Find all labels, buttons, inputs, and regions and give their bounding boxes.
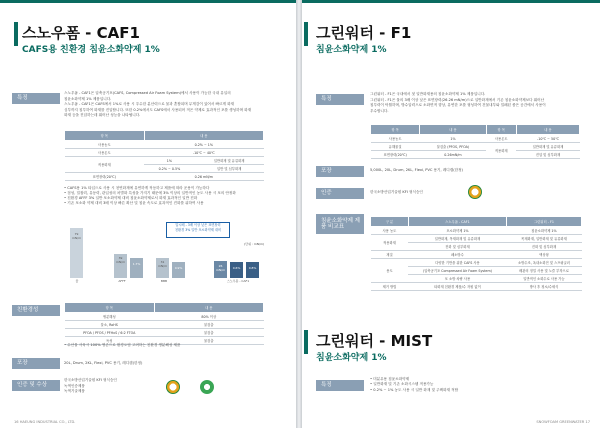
top-accent-bar [302, 0, 600, 3]
table-cell: 1% [420, 135, 486, 143]
section-label-package: 포장 [12, 358, 60, 369]
feature-notes [64, 186, 289, 206]
bar-label: 26 mN/m [215, 264, 226, 272]
table-cell: 1% [144, 157, 195, 165]
table-cell: 사용온도 [65, 149, 145, 157]
cert-line: 녹색인증제품 [64, 383, 85, 388]
table-row [65, 149, 264, 157]
eco-table [64, 302, 264, 345]
note-line: • CAFS용 1% 타입으로 사용 시 천연화재에 유연하게 작동하고 제품에 따라 운용이 가능하다 [64, 186, 210, 190]
section-label-eco: 친환경성 [12, 305, 60, 316]
table-cell: -10℃ ~ 50℃ [516, 135, 579, 143]
bar-label: 0.9% [174, 266, 183, 270]
table-cell: 0.26 mN/m [144, 173, 263, 181]
table-cell: 독성 [65, 337, 155, 345]
table-header: 스노우폼 - CAF1 [408, 217, 506, 227]
table-cell: 적용화재 [486, 143, 516, 159]
table-cell: 0.2% ~ 0.5% [144, 165, 195, 173]
table-cell: 유해물질 [371, 143, 420, 151]
table-cell: 표면장력(20℃) [371, 151, 420, 159]
section-label-feature: 특징 [12, 93, 60, 104]
table-cell: 불검출 [154, 329, 263, 337]
bar-caf1-2 [230, 262, 243, 278]
bar-caf1-3 [246, 262, 259, 278]
feature-line: 화재 등을 진압하는데 뛰어난 성능을 나타냅니다. [64, 113, 141, 118]
table-cell: 일반적인 소화수로 사용 가능 [506, 275, 581, 283]
table-cell: 물검출 [154, 337, 263, 345]
bar-label: 0.6% [232, 266, 241, 270]
title-accent [304, 330, 308, 354]
table-row [65, 141, 264, 149]
top-accent-bar [0, 0, 296, 3]
chart-unit: (단위 : mN/m) [244, 242, 265, 246]
table-cell: 폐소방수 [408, 251, 506, 259]
product-title: 스노우폼 - CAF1 [22, 24, 140, 42]
note-line: • 기존 포소화 약제 대비 3배 이상 빠른 확산 및 침윤 속도로 효과적인 진화를 위하여 사용 [64, 201, 204, 205]
bar-label: 0.8% [248, 266, 257, 270]
page-footer: SNOWFOAM GREENWATER 17 [536, 420, 590, 424]
table-cell: 액상형 [506, 251, 581, 259]
feature-line: 침투력이 탁월하며, 방수압력으로 소화면적 향상, 유연한 포를 형성하여 건물내부와 밀폐된 좁은 공간에서 사용이 [370, 103, 546, 108]
spec-table [370, 124, 580, 159]
table-cell: 생분해성 [65, 313, 155, 321]
table-cell: 불검출 (PFOS, PFOA) [420, 143, 486, 151]
table-cell: 방사 후 청소/수세식 [506, 283, 581, 291]
table-cell: 일반화재, 목재화재 및 유류화재 [408, 235, 506, 243]
table-row [371, 227, 582, 235]
spec-table [64, 130, 264, 181]
package-text: 20L, Drum, 2KL, Flexi, PVC 용기, 레디캡(한정) [64, 361, 143, 365]
left-page [0, 0, 296, 428]
kfi-logo-icon [468, 185, 482, 199]
table-header: 항 목 [371, 125, 420, 135]
table-cell: 진화 및 심부화재 [506, 243, 581, 251]
page-footer: 16 HAEUNG INDUSTRIAL CO., LTD. [14, 420, 76, 424]
note-line: • 점성, 밀집력, 유동력, 관입성의 차별화 특성을 가지기 때문에 3% 이상의 일반적인 농도 사용 시 포의 안정화 [64, 191, 236, 195]
bar-label: 1.7% [132, 262, 141, 266]
feature-line: • 미분무용 침윤소화약제 [370, 377, 410, 381]
table-cell: 일반 및 심부화재 [195, 165, 264, 173]
product-title: 그린워터 - F1 [316, 24, 412, 42]
table-row [371, 283, 582, 291]
table-cell: 침윤소화약제 1% [506, 227, 581, 235]
table-cell: 사용온도 [486, 135, 516, 143]
table-row [371, 151, 580, 159]
table-cell: PFOA / PFOS / PFHxS / 6:2 FTOA [65, 329, 155, 337]
table-cell: 표면장력(20℃) [65, 173, 145, 181]
package-text: 5,000L, 20L, Drum, 2KL, Flexi, PVC 용기, 레디캡(한정) [370, 168, 463, 172]
table-cell: 사용농도 [371, 135, 420, 143]
note-line: • 친환경 AFFF 3% 일반 포소화약제 대비 침윤소화약제로서 화재 효과적인 일반 진화 [64, 196, 198, 200]
table-cell: 제거 방법 [371, 283, 409, 291]
category-label: 물 [75, 279, 79, 283]
table-row [371, 135, 580, 143]
table-cell: 적용화재 [65, 157, 145, 173]
title-accent [14, 22, 18, 46]
bar-label: 31 mN/m [157, 260, 168, 268]
section-label-package: 포장 [316, 166, 364, 177]
table-cell: 포 소방 차량 사용 [408, 275, 506, 283]
eco-note: • 수산물 사육시 100% 생존으로 환경오염 고려하는 친환경 생분해성 제품 [64, 343, 181, 347]
cert-line: 녹색기술제품 [64, 389, 85, 394]
bar-bbb-2 [172, 262, 185, 278]
table-header: 내 용 [516, 125, 579, 135]
table-cell: 진화 및 심부화재 [408, 243, 506, 251]
feature-text [64, 91, 289, 119]
callout-line: 친환경 3% 일반 포소화약제 대비 [174, 227, 222, 232]
table-cell: 불검출 [154, 321, 263, 329]
feature-line: • 일반화재 및 기존 소화시스템 적용가능 [370, 382, 434, 387]
table-row [65, 157, 264, 165]
table-header: 항 목 [65, 131, 145, 141]
kfi-logo-icon [166, 380, 180, 394]
section-label-compare: 침윤소화약제 제품 비교표 [316, 214, 364, 234]
title-accent [304, 22, 308, 46]
bar-label: 39 mN/m [115, 256, 126, 264]
table-cell: (압축공기포 Compressed Air Foam System) [408, 267, 506, 275]
table-cell: 사용 농도 [371, 227, 409, 235]
table-cell: 일반화재 및 유류화재 [516, 143, 579, 151]
table-row [371, 143, 580, 151]
cert-text [64, 378, 117, 395]
table-cell: -10℃ ~ 40℃ [144, 149, 263, 157]
table-header: 그린워터 - F1 [506, 217, 581, 227]
table-row [65, 321, 264, 329]
right-page [302, 0, 600, 428]
table-cell: 적용화재 [371, 235, 409, 251]
feature-line: 스노우폼 - CAF1은 압축공기포(CAFS, Compressed Air Foam System)에서 사용이 가능한 국내 유일의 [64, 91, 231, 95]
compare-table [370, 216, 582, 291]
feature-line: 침윤소화약제 1% 제품입니다. [64, 96, 112, 101]
table-header: 구 분 [371, 217, 409, 227]
table-cell: 포소화약제 1% [408, 227, 506, 235]
table-row [371, 259, 582, 267]
feature-line: 우수합니다. [370, 108, 389, 113]
table-header: 항 목 [65, 303, 155, 313]
table-cell: 진압 및 심부화재 [516, 151, 579, 159]
table-cell: 일반화재 및 유류화재 [195, 157, 264, 165]
table-cell: 불소, RoHS [65, 321, 155, 329]
surface-tension-chart [64, 218, 264, 283]
category-label: 스노우폼 - CAF1 [226, 279, 250, 283]
product-title-mist: 그린워터 - MIST [316, 332, 433, 350]
chart-callout [166, 222, 230, 238]
table-cell: 용도 [371, 259, 409, 283]
section-label-cert: 인증 및 수상 [12, 380, 60, 391]
table-row [371, 235, 582, 243]
table-row [65, 329, 264, 337]
feature-line: 그린워터 - F1은 국내에서 첫 일반화재용의 침윤소화약제 1% 제품입니다. [370, 92, 486, 96]
feature-line: 그린워터 - F1은 물의 3배 이상 낮은 표면장력(26.26 mN/m)으로 일반화재에서 기존 침윤소화약제보다 뛰어난 [370, 97, 545, 102]
table-cell: 재질 [371, 251, 409, 259]
category-label: AFFF [118, 279, 126, 283]
table-cell: 소방수조, 옥내소화전 및 스프링클러 [506, 259, 581, 267]
product-subtitle: CAFS용 친환경 침윤소화약제 1% [22, 45, 160, 55]
table-cell: 0.2% ~ 1% [144, 141, 263, 149]
table-row [65, 313, 264, 321]
mist-feature-text [370, 377, 458, 393]
bar-afff-2 [130, 258, 143, 278]
table-header: 내 용 [154, 303, 263, 313]
table-row [371, 251, 582, 259]
table-cell: 다양한 기반을 위한 CAFS 사용 [408, 259, 506, 267]
feature-line: 스노우폼 - CAF1은 CAFS에서 1%로 사용 시 우수한 분산력으로 물과 혼합되며 무게감이 있어서 빠르게 화재 [64, 102, 235, 107]
green-cert-logo-icon [200, 380, 214, 394]
feature-line: • 0.2% ~ 1% 농도 사용 시 일반 화재 및 주택화재 적합 [370, 387, 459, 392]
table-cell: 0.26mN/m [420, 151, 486, 159]
table-cell: 80% 이상 [154, 313, 263, 321]
callout-line: 압시베 - 3배 이상 낮은 표면장력 [175, 223, 221, 227]
table-cell: 사용농도 [65, 141, 145, 149]
product-subtitle: 침윤소화약제 1% [316, 45, 387, 55]
section-label-cert: 인증 [316, 188, 364, 199]
table-cell: 타화재 친환경 제품/수 자원 없이 [408, 283, 506, 291]
table-header: 내 용 [420, 125, 486, 135]
category-label: BBB [160, 279, 168, 283]
cert-line: 한국소방산업기술원 KFI 형식승인 [64, 378, 117, 382]
product-subtitle-mist: 침윤소화약제 1% [316, 353, 387, 363]
cert-text: 한국소방산업기술원 KFI 형식승인 [370, 190, 423, 194]
feature-text [370, 92, 592, 114]
bar-label: 79 mN/m [71, 232, 82, 240]
section-label-feature: 특징 [316, 94, 364, 105]
feature-line: 심부까지 침투하여 화재를 진압합니다. 또한 0.2%에서도 CAFS에서 사용되어 적은 약제로 효과적인 포를 생성하며 화재 [64, 107, 252, 112]
table-row [65, 173, 264, 181]
section-label-feature-mist: 특징 [316, 380, 364, 391]
table-cell: 목재화재, 일반화재 및 유류화재 [506, 235, 581, 243]
table-cell: 배관의 정밀 사용 및 노즐 부착으로 [506, 267, 581, 275]
table-header: 내 용 [144, 131, 263, 141]
table-header: 항 목 [486, 125, 516, 135]
